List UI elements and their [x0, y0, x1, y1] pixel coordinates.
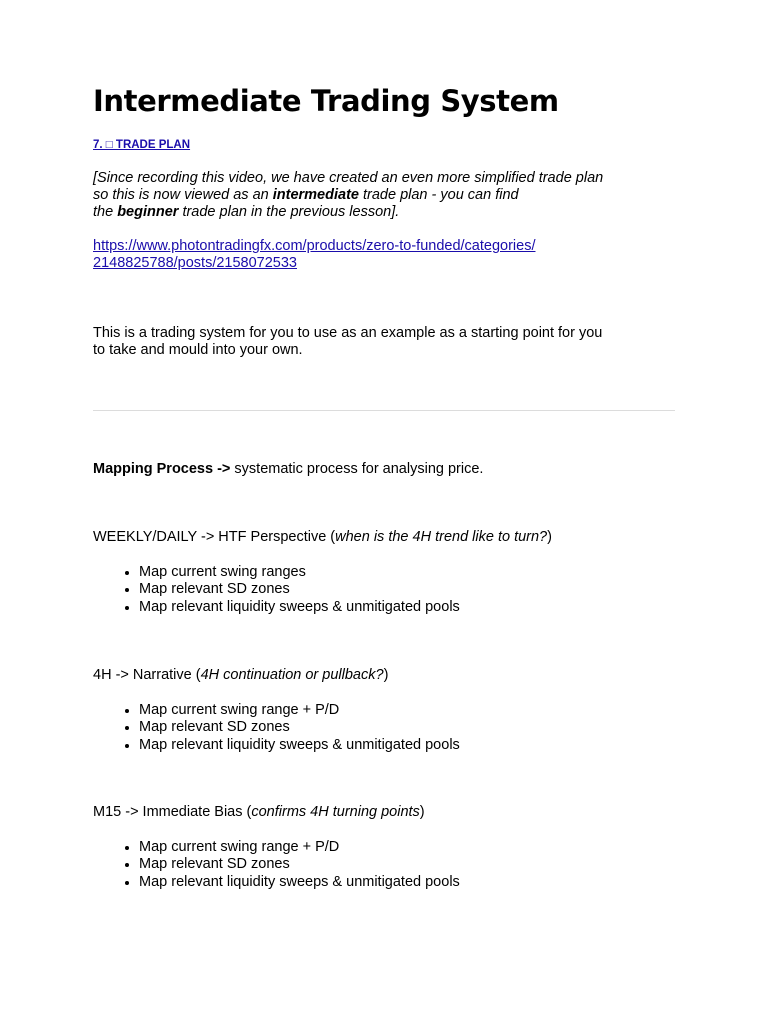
- section-heading-weekly-daily: WEEKLY/DAILY -> HTF Perspective (when is the 4H trend like to turn?): [93, 529, 552, 545]
- list-item: • Map current swing range + P/D: [139, 839, 460, 856]
- list-item: • Map relevant liquidity sweeps & unmitigated pools: [139, 737, 460, 754]
- list-item: • Map relevant liquidity sweeps & unmitigated pools: [139, 599, 460, 616]
- lesson-url-link[interactable]: https://www.photontradingfx.com/products/zero-to-funded/categories/ 2148825788/posts/2158072533: [93, 238, 536, 271]
- intro-line-1: [Since recording this video, we have created an even more simplified trade plan: [93, 170, 604, 186]
- mapping-process-label: Mapping Process ->: [93, 461, 231, 477]
- trade-plan-link[interactable]: 7. □ TRADE PLAN: [93, 139, 191, 151]
- description-paragraph: This is a trading system for you to use as an example as a starting point for you to take and mould into your own.: [93, 325, 603, 358]
- weekly-daily-list: [93, 564, 460, 616]
- intro-line-3: the beginner trade plan in the previous lesson].: [93, 204, 400, 220]
- intro-paragraph: [93, 170, 603, 221]
- list-item: • Map current swing ranges: [139, 564, 460, 581]
- document-title: Intermediate Trading System: [93, 84, 559, 118]
- 4h-list: [93, 702, 460, 754]
- beginner-emphasis: beginner: [117, 204, 179, 220]
- list-item: • Map relevant liquidity sweeps & unmitigated pools: [139, 874, 460, 891]
- section-heading-4h: 4H -> Narrative (4H continuation or pullback?): [93, 667, 389, 683]
- list-item: • Map relevant SD zones: [139, 856, 460, 873]
- section-divider: [93, 410, 675, 411]
- mapping-process-line: Mapping Process -> systematic process for analysing price.: [93, 461, 484, 477]
- section-heading-m15: M15 -> Immediate Bias (confirms 4H turning points): [93, 804, 425, 820]
- list-item: • Map relevant SD zones: [139, 581, 460, 598]
- list-item: • Map current swing range + P/D: [139, 702, 460, 719]
- intermediate-emphasis: intermediate: [272, 187, 359, 203]
- intro-line-2: so this is now viewed as an intermediate trade plan - you can find: [93, 187, 519, 203]
- list-item: • Map relevant SD zones: [139, 719, 460, 736]
- m15-list: [93, 839, 460, 891]
